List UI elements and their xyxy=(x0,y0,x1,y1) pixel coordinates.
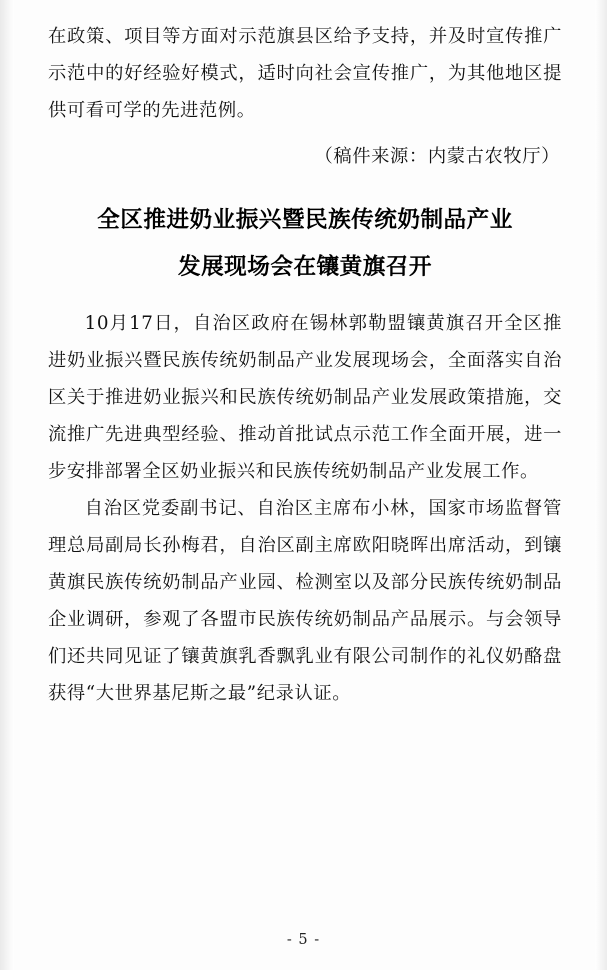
page-right-edge-shadow xyxy=(595,0,607,970)
page-left-edge-shadow xyxy=(0,0,14,970)
body-paragraph-2: 自治区党委副书记、自治区主席布小林，国家市场监督管理总局副局长孙梅君，自治区副主席欧阳晓晖出席活动，到镶黄旗民族传统奶制品产业园、检测室以及部分民族传统奶制品企业调研，参观了各盟市民族传统奶制品产品展示。与会领导们还共同见证了镶黄旗乳香飘乳业有限公司制作的礼仪奶酪盘获得“大世界基尼斯之最”纪录认证。 xyxy=(48,498,562,704)
page-number: - 5 - xyxy=(286,932,321,948)
continued-paragraph: 在政策、项目等方面对示范旗县区给予支持，并及时宣传推广示范中的好经验好模式，适时向社会宣传推广，为其他地区提供可看可学的先进范例。 xyxy=(48,26,562,121)
article-body xyxy=(48,305,562,712)
article-headline xyxy=(48,197,562,291)
headline-line-1: 全区推进奶业振兴暨民族传统奶制品产业 xyxy=(97,207,513,233)
page-content xyxy=(48,18,562,712)
source-attribution: （稿件来源：内蒙古农牧厅） xyxy=(314,146,560,167)
body-paragraph-1: 10月17日，自治区政府在锡林郭勒盟镶黄旗召开全区推进奶业振兴暨民族传统奶制品产业发展现场会，全面落实自治区关于推进奶业振兴和民族传统奶制品产业发展政策措施，交流推广先进典型经验、推动首批试点示范工作全面开展，进一步安排部署全区奶业振兴和民族传统奶制品产业发展工作。 xyxy=(48,313,562,482)
headline-line-2: 发展现场会在镶黄旗召开 xyxy=(177,254,433,280)
